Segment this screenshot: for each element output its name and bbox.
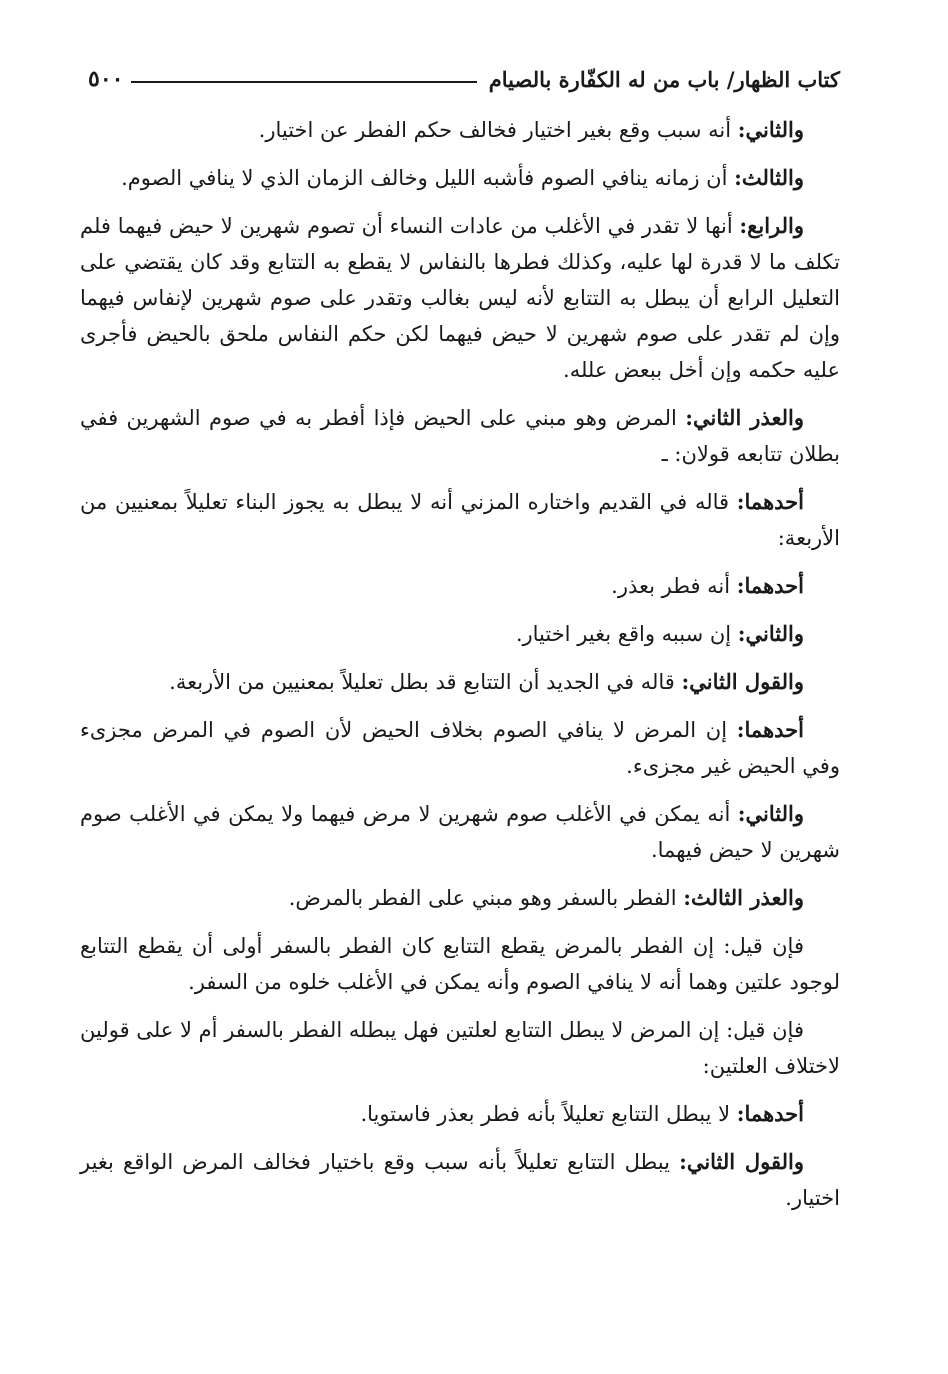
paragraph-text: إن المرض لا ينافي الصوم بخلاف الحيض لأن الصوم في المرض مجزىء وفي الحيض غير مجزىء. xyxy=(80,718,840,778)
paragraph xyxy=(80,616,840,652)
paragraph-lead: والثاني: xyxy=(737,621,804,646)
paragraph-text: أنها لا تقدر في الأغلب من عادات النساء أن تصوم شهرين لا حيض فيهما فلم تكلف ما لا قدرة لها عليه، وكذلك فطرها بالنفاس لا يقطع به التتابع وقد كان يقتضي على التعليل الرابع أن يبطل به التتابع لأنه ليس بغالب وتقدر على صوم شهرين لإنفاس فيهما وإن لم تقدر على صوم شهرين لا حيض فيهما لكن حكم النفاس ملحق بالحيض فأجرى عليه حكمه وإن أخل ببعض علله. xyxy=(80,214,840,382)
paragraph-lead: والثالث: xyxy=(734,165,804,190)
paragraph xyxy=(80,112,840,148)
paragraph xyxy=(80,208,840,388)
paragraph xyxy=(80,568,840,604)
paragraph-text: إن سببه واقع بغير اختيار. xyxy=(515,622,738,646)
paragraph-text: قاله في القديم واختاره المزني أنه لا يبطل به يجوز البناء تعليلاً بمعنيين من الأربعة: xyxy=(80,490,840,550)
paragraph xyxy=(80,160,840,196)
paragraph-text: المرض وهو مبني على الحيض فإذا أفطر به في صوم الشهرين ففي بطلان تتابعه قولان: ـ xyxy=(80,406,840,466)
paragraph-lead: والرابع: xyxy=(739,213,804,238)
paragraph xyxy=(80,1144,840,1216)
paragraph-lead: أحدهما: xyxy=(736,573,804,598)
paragraph xyxy=(80,664,840,700)
paragraph-text: قاله في الجديد أن التتابع قد بطل تعليلاً بمعنيين من الأربعة. xyxy=(169,670,682,694)
paragraph-lead: أحدهما: xyxy=(736,1101,804,1126)
paragraph-text: أنه فطر بعذر. xyxy=(611,574,737,598)
paragraph-lead: والعذر الثالث: xyxy=(683,885,804,910)
paragraph-text: يبطل التتابع تعليلاً بأنه سبب وقع باختيار فخالف المرض الواقع بغير اختيار. xyxy=(80,1150,840,1210)
paragraph-text: أنه يمكن في الأغلب صوم شهرين لا مرض فيهما ولا يمكن في الأغلب صوم شهرين لا حيض فيهما. xyxy=(80,802,840,862)
paragraph xyxy=(80,712,840,784)
paragraph xyxy=(80,880,840,916)
paragraph-lead: والقول الثاني: xyxy=(681,669,804,694)
paragraph xyxy=(80,484,840,556)
paragraph-lead: والعذر الثاني: xyxy=(685,405,804,430)
paragraph-text: أنه سبب وقع بغير اختيار فخالف حكم الفطر عن اختيار. xyxy=(258,118,738,142)
header-rule xyxy=(131,81,476,83)
paragraph-text: فإن قيل: إن الفطر بالمرض يقطع التتابع كان الفطر بالسفر أولى أن يقطع التتابع لوجود علتين وهما أنه لا ينافي الصوم وأنه يمكن في الأغلب خلوه من السفر. xyxy=(80,934,840,994)
paragraph xyxy=(80,1012,840,1084)
paragraph-lead: والثاني: xyxy=(737,801,804,826)
paragraph xyxy=(80,400,840,472)
paragraph-text: أن زمانه ينافي الصوم فأشبه الليل وخالف الزمان الذي لا ينافي الصوم. xyxy=(121,166,735,190)
paragraph-text: فإن قيل: إن المرض لا يبطل التتابع لعلتين فهل يبطله الفطر بالسفر أم لا على قولين لاختلاف العلتين: xyxy=(80,1018,840,1078)
paragraph-lead: والثاني: xyxy=(737,117,804,142)
paragraph-lead: أحدهما: xyxy=(736,717,804,742)
paragraph-text: لا يبطل التتابع تعليلاً بأنه فطر بعذر فاستويا. xyxy=(360,1102,737,1126)
paragraph-lead: أحدهما: xyxy=(736,489,804,514)
chapter-title: كتاب الظهار/ باب من له الكفّارة بالصيام xyxy=(488,66,840,92)
paragraph-lead: والقول الثاني: xyxy=(679,1149,804,1174)
paragraph-text: الفطر بالسفر وهو مبني على الفطر بالمرض. xyxy=(288,886,684,910)
running-header xyxy=(88,62,840,96)
page-number: ٥٠٠ xyxy=(88,66,124,92)
body-text xyxy=(80,112,840,1228)
paragraph xyxy=(80,1096,840,1132)
paragraph xyxy=(80,928,840,1000)
paragraph xyxy=(80,796,840,868)
